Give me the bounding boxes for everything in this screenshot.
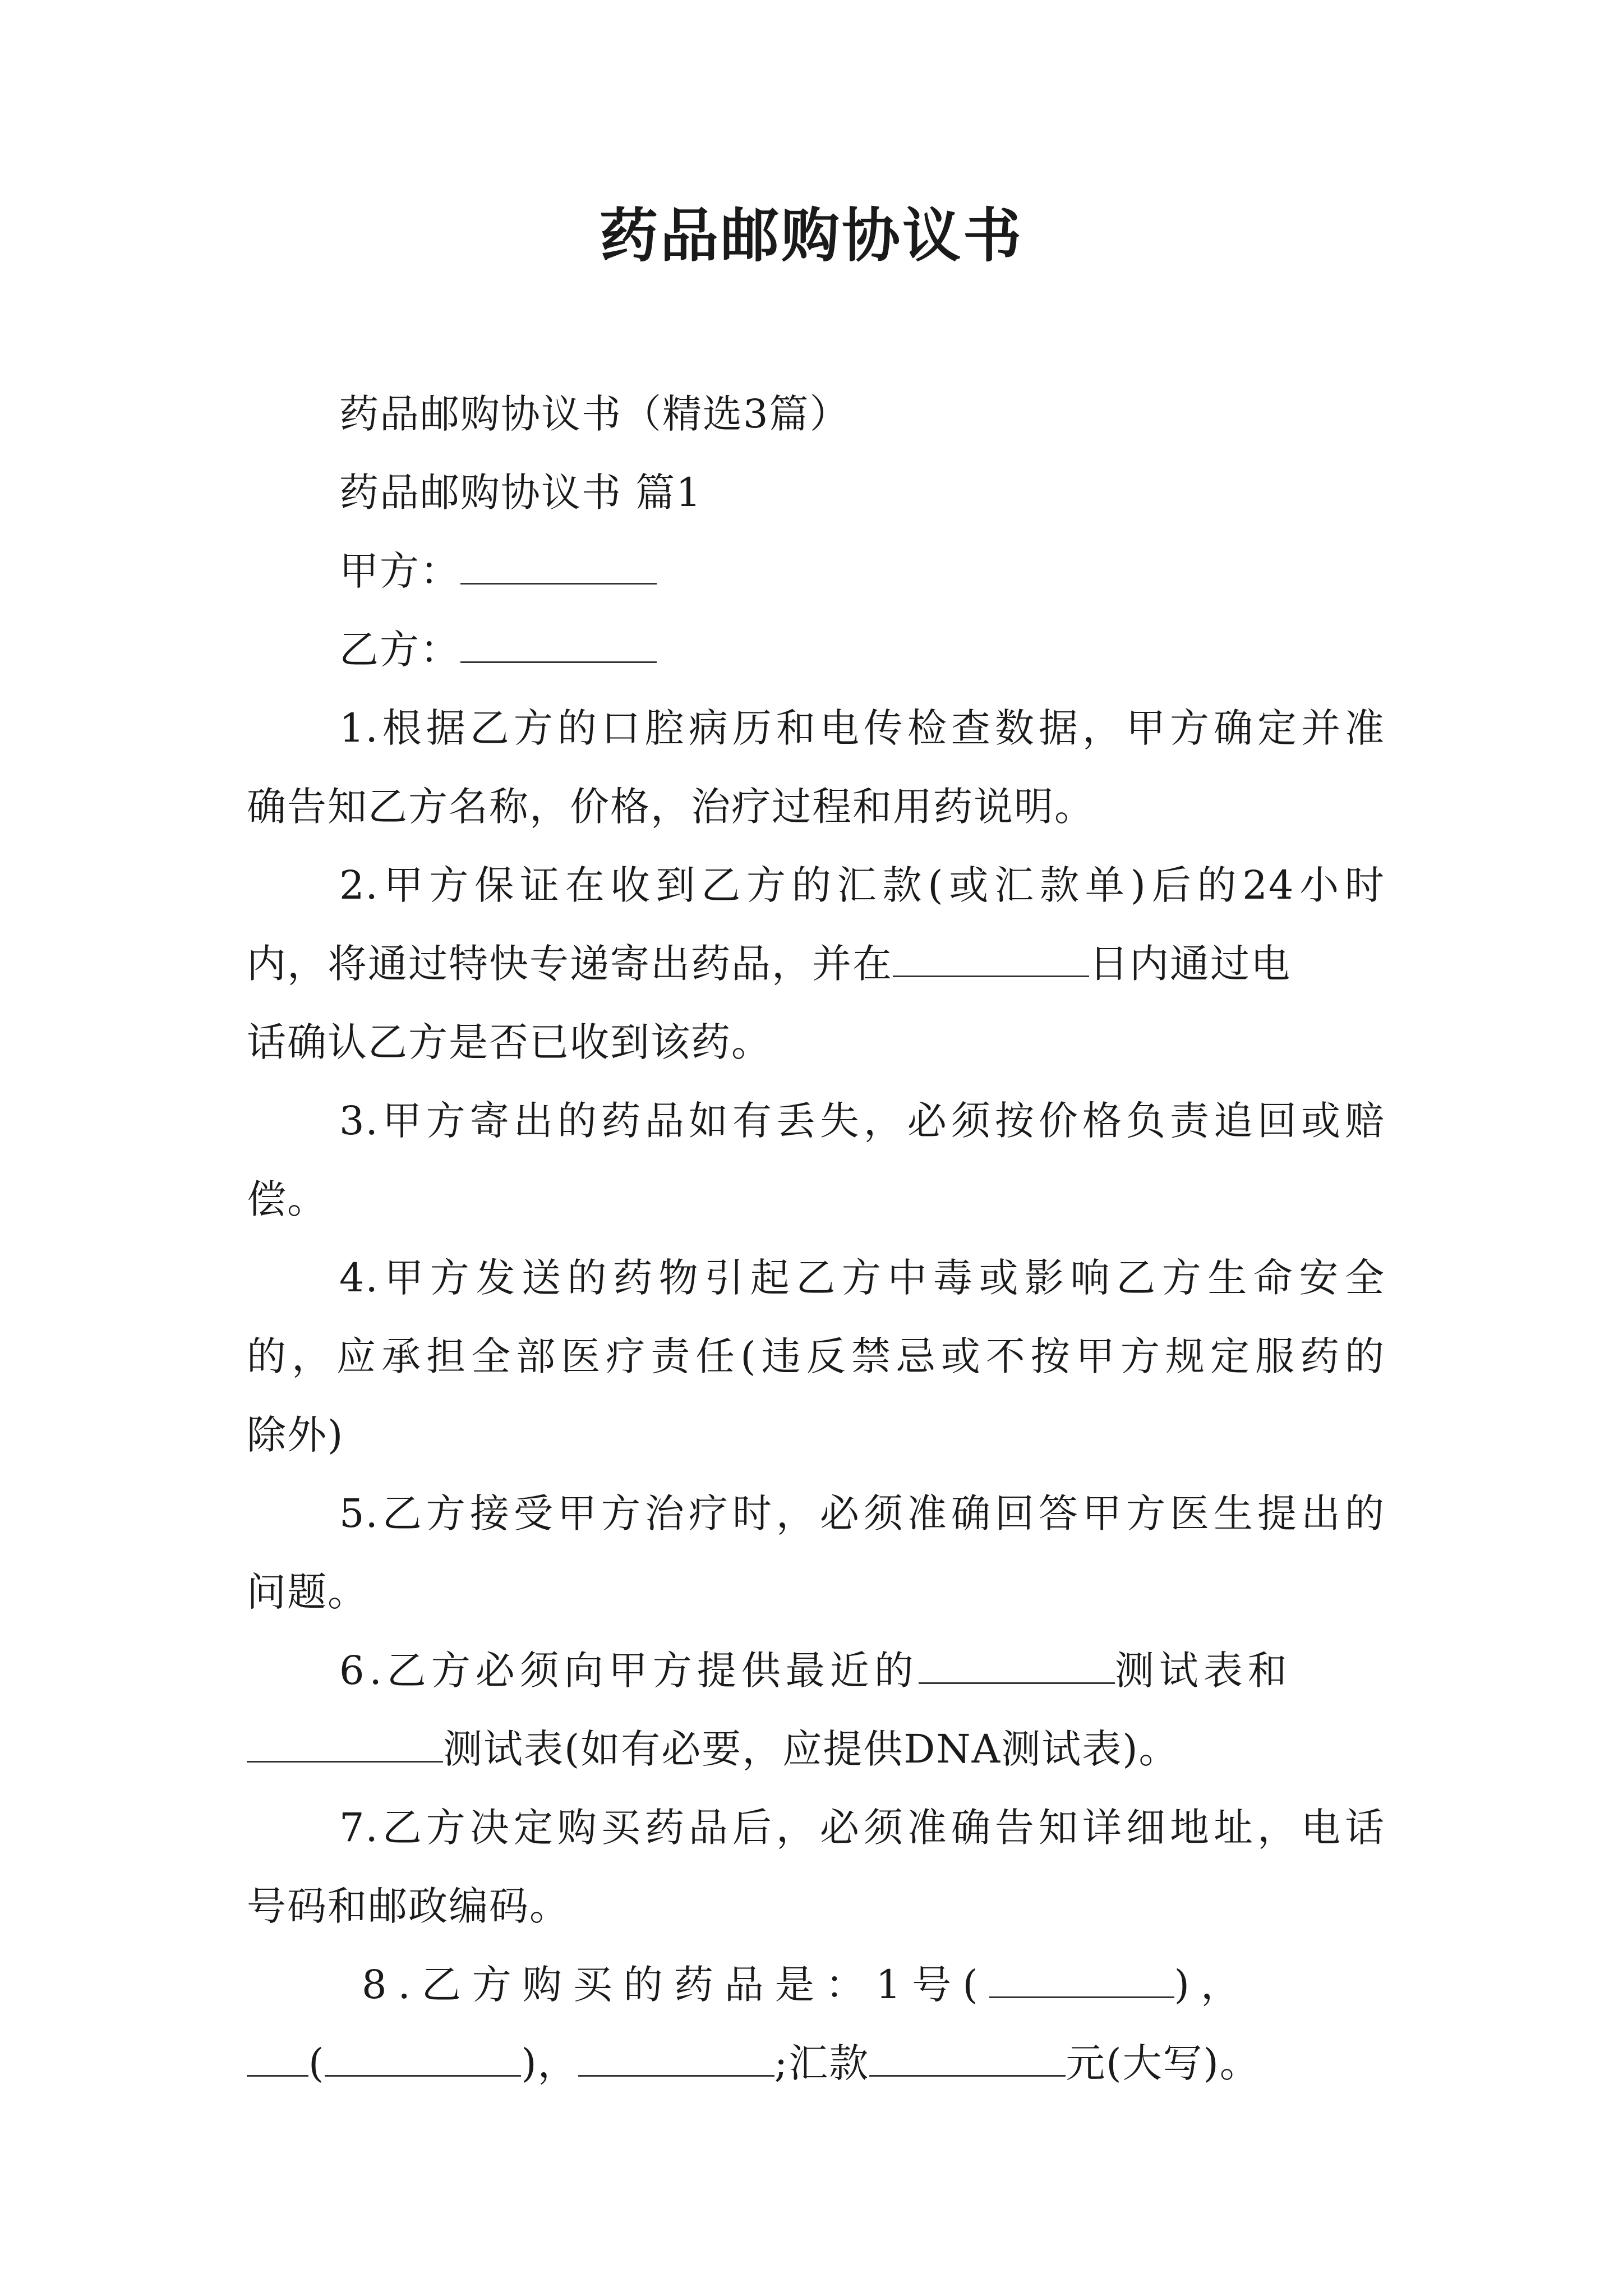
party-a-label: 甲方： (339, 548, 460, 594)
clause-8-line-2 (247, 2024, 1385, 2102)
test-form-2-blank[interactable] (247, 1722, 443, 1763)
subtitle: 药品邮购协议书（精选3篇） (339, 391, 850, 437)
clause-8-remit-label: ;汇款 (774, 2040, 870, 2086)
clause-8-paren-open: ( (308, 2040, 325, 2086)
clause-4-line-2: 的，应承担全部医疗责任(违反禁忌或不按甲方规定服药的 (247, 1333, 1385, 1379)
document-title: 药品邮购协议书 (599, 201, 1023, 270)
clause-5-line-2: 问题。 (247, 1569, 368, 1615)
clause-6-text-c: 测试表(如有必要，应提供DNA测试表)。 (443, 1726, 1179, 1772)
clause-8-line-1 (362, 1945, 1385, 2024)
drug-2-name-blank[interactable] (325, 2036, 521, 2077)
clause-3-line-1: 3.甲方寄出的药品如有丢失，必须按价格负责追回或赔 (339, 1098, 1385, 1144)
clause-8-paren-close: )， (521, 2040, 578, 2086)
clause-2-text-b: 日内通过电 (1089, 941, 1291, 987)
remittance-amount-blank[interactable] (869, 2036, 1066, 2077)
clause-6-text-a: 6.乙方必须向甲方提供最近的 (339, 1648, 919, 1694)
clause-1-line-1: 1.根据乙方的口腔病历和电传检查数据，甲方确定并准 (339, 705, 1385, 751)
clause-6-text-b: 测试表和 (1114, 1648, 1292, 1694)
clause-8-text-a: 8.乙方购买的药品是：1号( (362, 1962, 989, 2008)
party-b-line (339, 610, 1385, 689)
drug-2-number-blank[interactable] (247, 2036, 308, 2077)
clause-8-text-b: )， (1174, 1962, 1251, 2008)
drug-1-blank[interactable] (989, 1957, 1174, 1998)
clause-3-line-2: 偿。 (247, 1176, 328, 1222)
clause-6-line-1 (339, 1631, 1385, 1710)
clause-5-line-1: 5.乙方接受甲方治疗时，必须准确回答甲方医生提出的 (339, 1490, 1385, 1536)
party-b-label: 乙方： (339, 627, 460, 673)
section-heading: 药品邮购协议书 篇1 (339, 470, 702, 516)
clause-4-line-3: 除外) (247, 1412, 344, 1458)
test-form-1-blank[interactable] (919, 1643, 1115, 1684)
delivery-days-blank[interactable] (893, 936, 1089, 977)
party-a-line (339, 532, 1385, 610)
clause-2-line-2 (247, 924, 1385, 1003)
clause-2-text-a: 内，将通过特快专递寄出药品，并在 (247, 941, 893, 987)
clause-4-line-1: 4.甲方发送的药物引起乙方中毒或影响乙方生命安全 (339, 1255, 1385, 1301)
clause-8-currency: 元(大写)。 (1066, 2040, 1260, 2086)
drug-3-blank[interactable] (578, 2036, 774, 2077)
clause-2-line-1: 2.甲方保证在收到乙方的汇款(或汇款单)后的24小时 (339, 862, 1385, 908)
clause-1-line-2: 确告知乙方名称，价格，治疗过程和用药说明。 (247, 784, 1095, 830)
clause-7-line-2: 号码和邮政编码。 (247, 1883, 570, 1929)
clause-2-line-3: 话确认乙方是否已收到该药。 (247, 1019, 772, 1065)
party-a-blank[interactable] (460, 544, 657, 585)
clause-6-line-2 (247, 1710, 1385, 1788)
party-b-blank[interactable] (460, 622, 657, 663)
clause-7-line-1: 7.乙方决定购买药品后，必须准确告知详细地址，电话 (339, 1805, 1385, 1851)
